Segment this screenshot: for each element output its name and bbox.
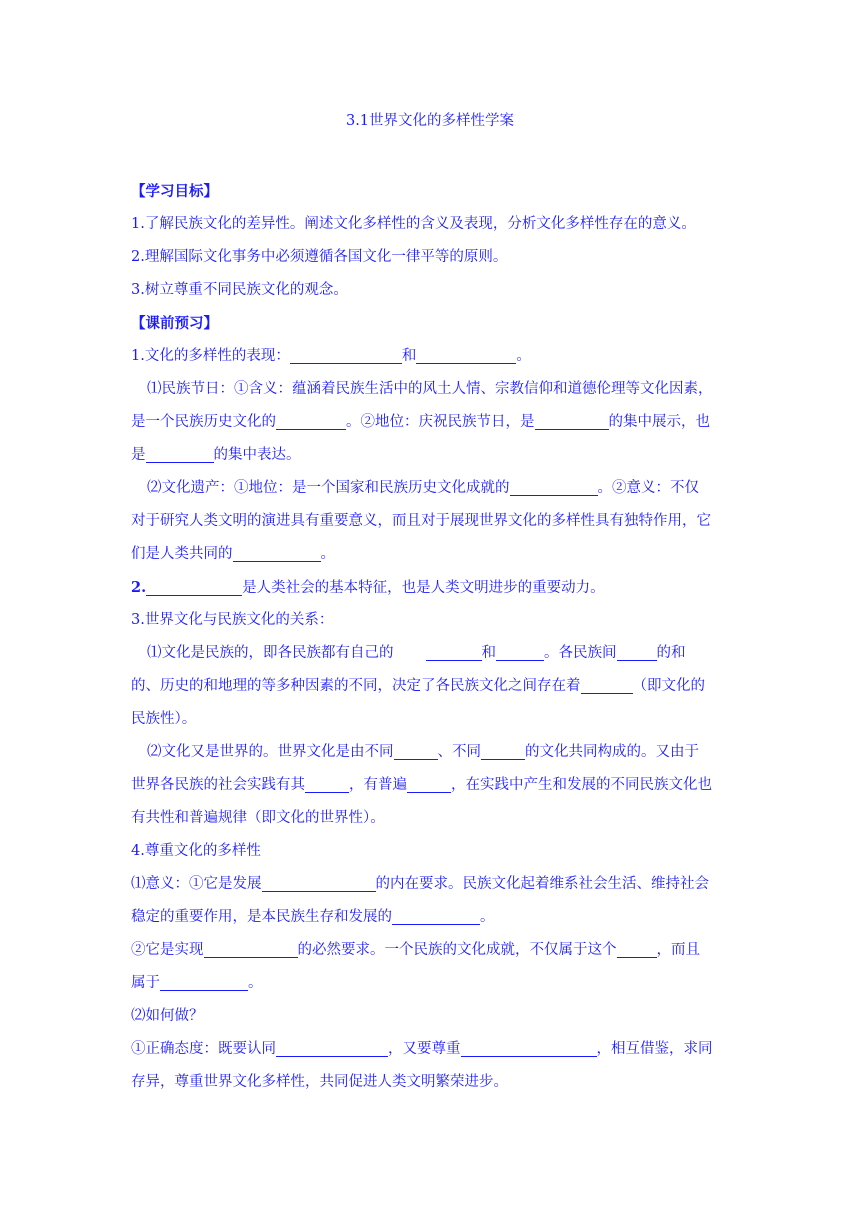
question-text: ②它是实现 [131, 942, 204, 958]
question-1 [131, 340, 731, 373]
question-1-2-line-3 [131, 538, 731, 571]
question-text: 。 [320, 546, 335, 562]
question-text: 的文化共同构成的。又由于 [525, 744, 699, 760]
fill-blank[interactable] [305, 774, 349, 793]
question-text: 是 [131, 447, 146, 463]
fill-blank[interactable] [146, 577, 242, 596]
section-heading-preview: 【课前预习】 [131, 315, 218, 332]
fill-blank[interactable] [535, 411, 609, 430]
question-text: 的、历史的和地理的等多种因素的不同，决定了各民族文化之间存在着 [131, 678, 581, 694]
fill-blank[interactable] [233, 543, 321, 562]
question-text: （即文化的 [632, 678, 705, 694]
fill-blank[interactable] [426, 642, 482, 661]
fill-blank[interactable] [481, 741, 525, 760]
question-1-1-line-1: ⑴民族节日：①含义：蕴涵着民族生活中的风土人情、宗教信仰和道德伦理等文化因素， [147, 381, 713, 397]
question-3-1-line-2 [131, 670, 731, 703]
fill-blank[interactable] [160, 972, 248, 991]
fill-blank[interactable] [146, 444, 214, 463]
question-text: ，在实践中产生和发展的不同民族文化也 [451, 777, 712, 793]
question-text: 的内在要求。民族文化起着维系社会生活、维持社会 [375, 876, 709, 892]
question-4-1-line-2 [131, 901, 731, 934]
fill-blank[interactable] [416, 345, 516, 364]
question-text: 。②地位：庆祝民族节日，是 [346, 414, 535, 430]
fill-blank[interactable] [461, 1038, 597, 1057]
fill-blank[interactable] [290, 345, 402, 364]
question-text: ⑴文化是民族的，即各民族都有自己的 [147, 645, 394, 661]
question-text: ①正确态度：既要认同 [131, 1041, 276, 1057]
question-text: ，有普遍 [349, 777, 407, 793]
objective-1: 1.了解民族文化的差异性。阐述文化多样性的含义及表现，分析文化多样性存在的意义。 [131, 216, 696, 232]
objective-2: 2.理解国际文化事务中必须遵循各国文化一律平等的原则。 [131, 249, 508, 265]
question-text: 们是人类共同的 [131, 546, 233, 562]
fill-blank[interactable] [510, 477, 598, 496]
question-text: 属于 [131, 975, 160, 991]
question-3: 3.世界文化与民族文化的关系： [131, 612, 334, 628]
fill-blank[interactable] [617, 642, 657, 661]
question-text: 的必然要求。一个民族的文化成就，不仅属于这个 [297, 942, 617, 958]
question-4-2-line-1 [131, 934, 731, 967]
section-heading-objectives: 【学习目标】 [131, 183, 218, 200]
question-4: 4.尊重文化的多样性 [131, 843, 261, 859]
fill-blank[interactable] [617, 939, 657, 958]
question-1-2-line-2: 对于研究人类文明的演进具有重要意义，而且对于展现世界文化的多样性具有独特作用，它 [131, 513, 711, 529]
question-text: 的和 [656, 645, 686, 661]
question-4-1-line-1 [131, 868, 731, 901]
question-text: ⑵文化又是世界的。世界文化是由不同 [147, 744, 394, 760]
question-text: ⑴意义：①它是发展 [131, 876, 262, 892]
question-text: 。 [516, 348, 531, 364]
question-3-1-line-1 [131, 637, 731, 670]
question-4-3: ⑵如何做？ [131, 1008, 204, 1024]
question-text: 和 [481, 645, 496, 661]
question-text: 1.文化的多样性的表现： [131, 348, 290, 364]
question-4-4-line-2: 存异，尊重世界文化多样性，共同促进人类文明繁荣进步。 [131, 1074, 508, 1090]
fill-blank[interactable] [204, 939, 298, 958]
question-text: ⑵文化遗产：①地位：是一个国家和民族历史文化成就的 [147, 480, 510, 496]
fill-blank[interactable] [276, 411, 346, 430]
question-3-1-line-3: 民族性）。 [131, 711, 197, 727]
question-text: 。 [248, 975, 263, 991]
question-text: ，又要尊重 [388, 1041, 461, 1057]
fill-blank[interactable] [581, 675, 633, 694]
question-text: 稳定的重要作用，是本民族生存和发展的 [131, 909, 392, 925]
question-1-1-line-2 [131, 406, 731, 439]
question-text: 。②意义：不仅 [597, 480, 699, 496]
objective-3: 3.树立尊重不同民族文化的观念。 [131, 282, 348, 298]
question-text: 。各民族间 [544, 645, 617, 661]
question-1-1-line-3 [131, 439, 731, 472]
question-text: 的集中展示，也 [608, 414, 710, 430]
question-3-2-line-1 [131, 736, 731, 769]
question-text: 是人类社会的基本特征，也是人类文明进步的重要动力。 [242, 580, 605, 596]
fill-blank[interactable] [407, 774, 451, 793]
fill-blank[interactable] [496, 642, 544, 661]
question-text: 、不同 [437, 744, 481, 760]
question-text: 世界各民族的社会实践有其 [131, 777, 305, 793]
document-title: 3.1世界文化的多样性学案 [345, 113, 515, 129]
question-number: 2. [131, 579, 147, 596]
fill-blank[interactable] [392, 906, 480, 925]
question-4-2-line-2 [131, 967, 731, 1000]
fill-blank[interactable] [394, 741, 438, 760]
fill-blank[interactable] [276, 1038, 388, 1057]
fill-blank[interactable] [262, 873, 376, 892]
question-text: 是一个民族历史文化的 [131, 414, 276, 430]
question-text: 的集中表达。 [213, 447, 301, 463]
question-2 [131, 571, 731, 604]
question-text: ，而且 [656, 942, 700, 958]
question-3-2-line-3: 有共性和普遍规律（即文化的世界性）。 [131, 810, 385, 826]
question-text: 。 [480, 909, 495, 925]
question-1-2-line-1 [131, 472, 731, 505]
question-3-2-line-2 [131, 769, 731, 802]
document-body [131, 175, 731, 1099]
question-4-4-line-1 [131, 1033, 731, 1066]
question-text: ，相互借鉴，求同 [596, 1041, 713, 1057]
question-text: 和 [401, 348, 417, 364]
